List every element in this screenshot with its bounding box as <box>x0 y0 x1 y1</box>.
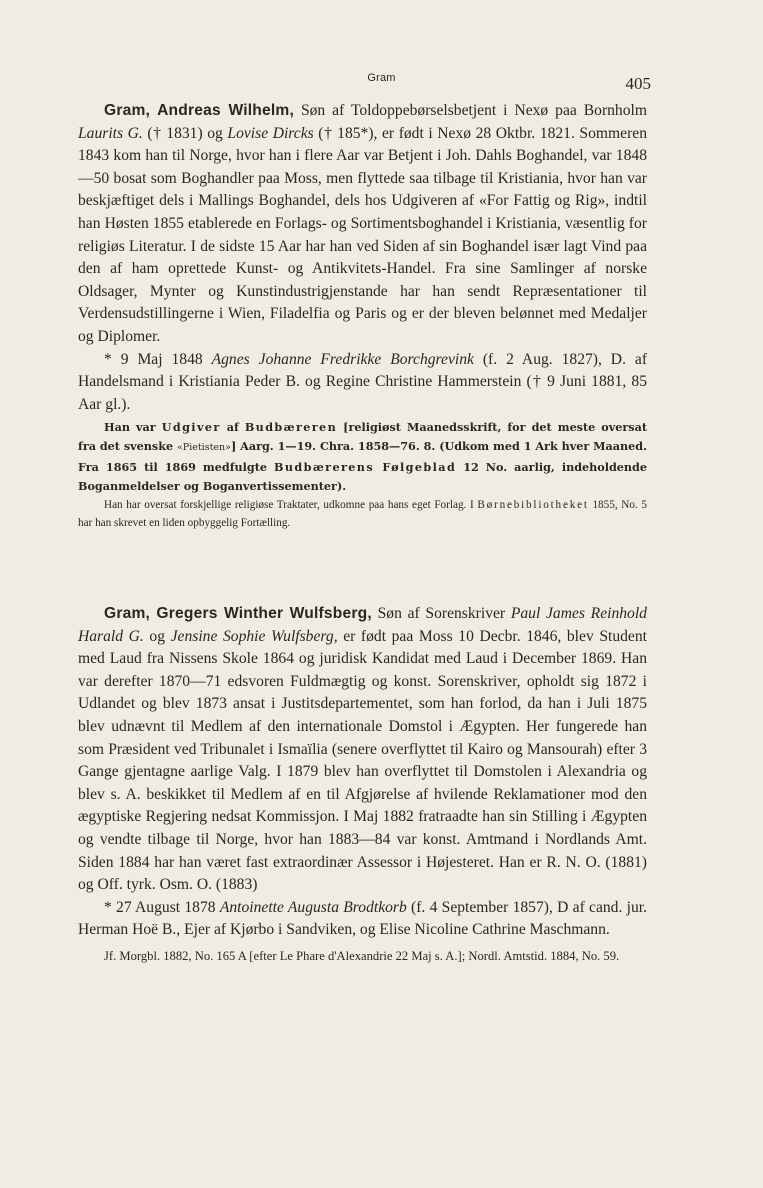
entry2-marriage: * 27 August 1878 Antoinette Augusta Brodtkorb (f. 4 September 1857), D af cand. jur. Herman Hoë B., Ejer af Kjørbo i Sandviken, og Elise Nicoline Cathrine Maschmann. <box>78 898 647 939</box>
entry1-marriage: * 9 Maj 1848 Agnes Johanne Fredrikke Borchgrevink (f. 2 Aug. 1827), D. af Handelsmand i Kristiania Peder B. og Regine Christine Hammerstein († 9 Juni 1881, 85 Aar gl.). <box>78 350 648 413</box>
entry2-mother: Jensine Sophie Wulfsberg, <box>170 627 338 645</box>
entry1-biography: Gram, Andreas Wilhelm, Søn af Toldoppebørselsbetjent i Nexø paa Bornholm Laurits G. († 1831) og Lovise Dircks († 185*), er født i Nexø 28 Oktbr. 1821. Sommeren 1843 kom han til Norge, hvor han i flere Aar var Betjent i Joh. Dahls Boghandel, var 1848—50 bosat som Boghandler paa Moss, men flyttede saa tilbage til Kristiania, hvor han var beskjæftiget dels i Mallings Boghandel, dels hos Udgiveren af «For Fattig og Rig», indtil han Høsten 1855 etablerede en Forlags- og Sortimentsboghandel i Kristiania, væsentlig for religiøs Literatur. I de sidste 15 Aar har han ved Siden af sin Boghandel især lagt Vind paa den af ham oprettede Kunst- og Antikvitets-Handel. Fra sine Samlinger af norske Oldsager, Mynter og Kunstindustrigjenstande har han sendt Repræsentationer til Verdensudstillingerne i Wien, Filadelfia og Paris og er der bleven belønnet med Medaljer og Diplomer. <box>78 102 647 345</box>
entry1-works: Han var Udgiver af Budbæreren [religiøst Maanedsskrift, for det meste oversat fra det svenske «Pietisten»] Aarg. 1—19. Chra. 1858—76. 8. (Udkom med 1 Ark hver Maaned. Fra 1865 til 1869 medfulgte Budbærerens Følgeblad 12 No. aarlig, indeholdende Boganmeldelser og Boganvertissementer). <box>78 420 648 493</box>
entry1-headword: Gram, Andreas Wilhelm, <box>104 102 295 119</box>
entry2-father: Paul James Reinhold Harald G. <box>78 605 647 645</box>
entry2-headword: Gram, Gregers Winther Wulfsberg, <box>104 605 372 622</box>
entry2-references: Jf. Morgbl. 1882, No. 165 A [efter Le Phare d'Alexandrie 22 Maj s. A.]; Nordl. Amtstid. 1884, No. 59. <box>104 948 620 963</box>
entry2-spouse: Antoinette Augusta Brodtkorb <box>219 898 407 916</box>
entry1-spouse: Agnes Johanne Fredrikke Borchgrevink <box>211 350 474 368</box>
entry2-biography: Gram, Gregers Winther Wulfsberg, Søn af Sorenskriver Paul James Reinhold Harald G. og Jensine Sophie Wulfsberg, er født paa Moss 10 Decbr. 1846, blev Student med Laud fra Nissens Skole 1864 og juridisk Kandidat med Laud i December 1869. Han var derefter 1870—71 edsvoren Fuldmægtig og konst. Sorenskriver, opholdt sig 1872 i Udlandet og blev 1873 ansat i Justitsdepartementet, som han forlod, da han i Juli 1875 blev udnævnt til Medlem af den internationale Domstol i Ægypten. Her fungerede han som Præsident ved Tribunalet i Ismaïlia (senere overflyttet til Kairo og Mansourah) efter 3 Gange gjentagne aarlige Valg. I 1879 blev han overflyttet til Domstolen i Alexandria og blev s. A. beskikket til Medlem af en til Afgjørelse af hvilende Reklamationer mod den ægyptiske Regjering nedsat Kommissjon. I Maj 1882 fratraadte han sin Stilling i Ægypten og vendte tilbage til Norge, hvor han 1883—84 var konst. Amtmand i Nordlands Amt. Siden 1884 har han været fast extraordinær Assessor i Højesteret. Han er R. N. O. (1881) og Off. tyrk. Osm. O. (1883) <box>78 605 647 894</box>
running-head: Gram <box>367 72 396 84</box>
entry1-work-title: Budbæreren <box>244 420 338 435</box>
page-number: 405 <box>625 74 651 93</box>
entry1-mother: Lovise Dircks <box>227 124 314 142</box>
entry1-note: Han har oversat forskjellige religiøse Traktater, udkomne paa hans eget Forlag. I Børnebibliotheket 1855, No. 5 har han skrevet en liden opbyggelig Fortælling. <box>78 498 647 529</box>
entry1-father: Laurits G. <box>78 124 143 142</box>
entry-gregers-winther-wulfsberg-gram <box>78 603 647 967</box>
entry-andreas-wilhelm-gram <box>78 100 647 533</box>
